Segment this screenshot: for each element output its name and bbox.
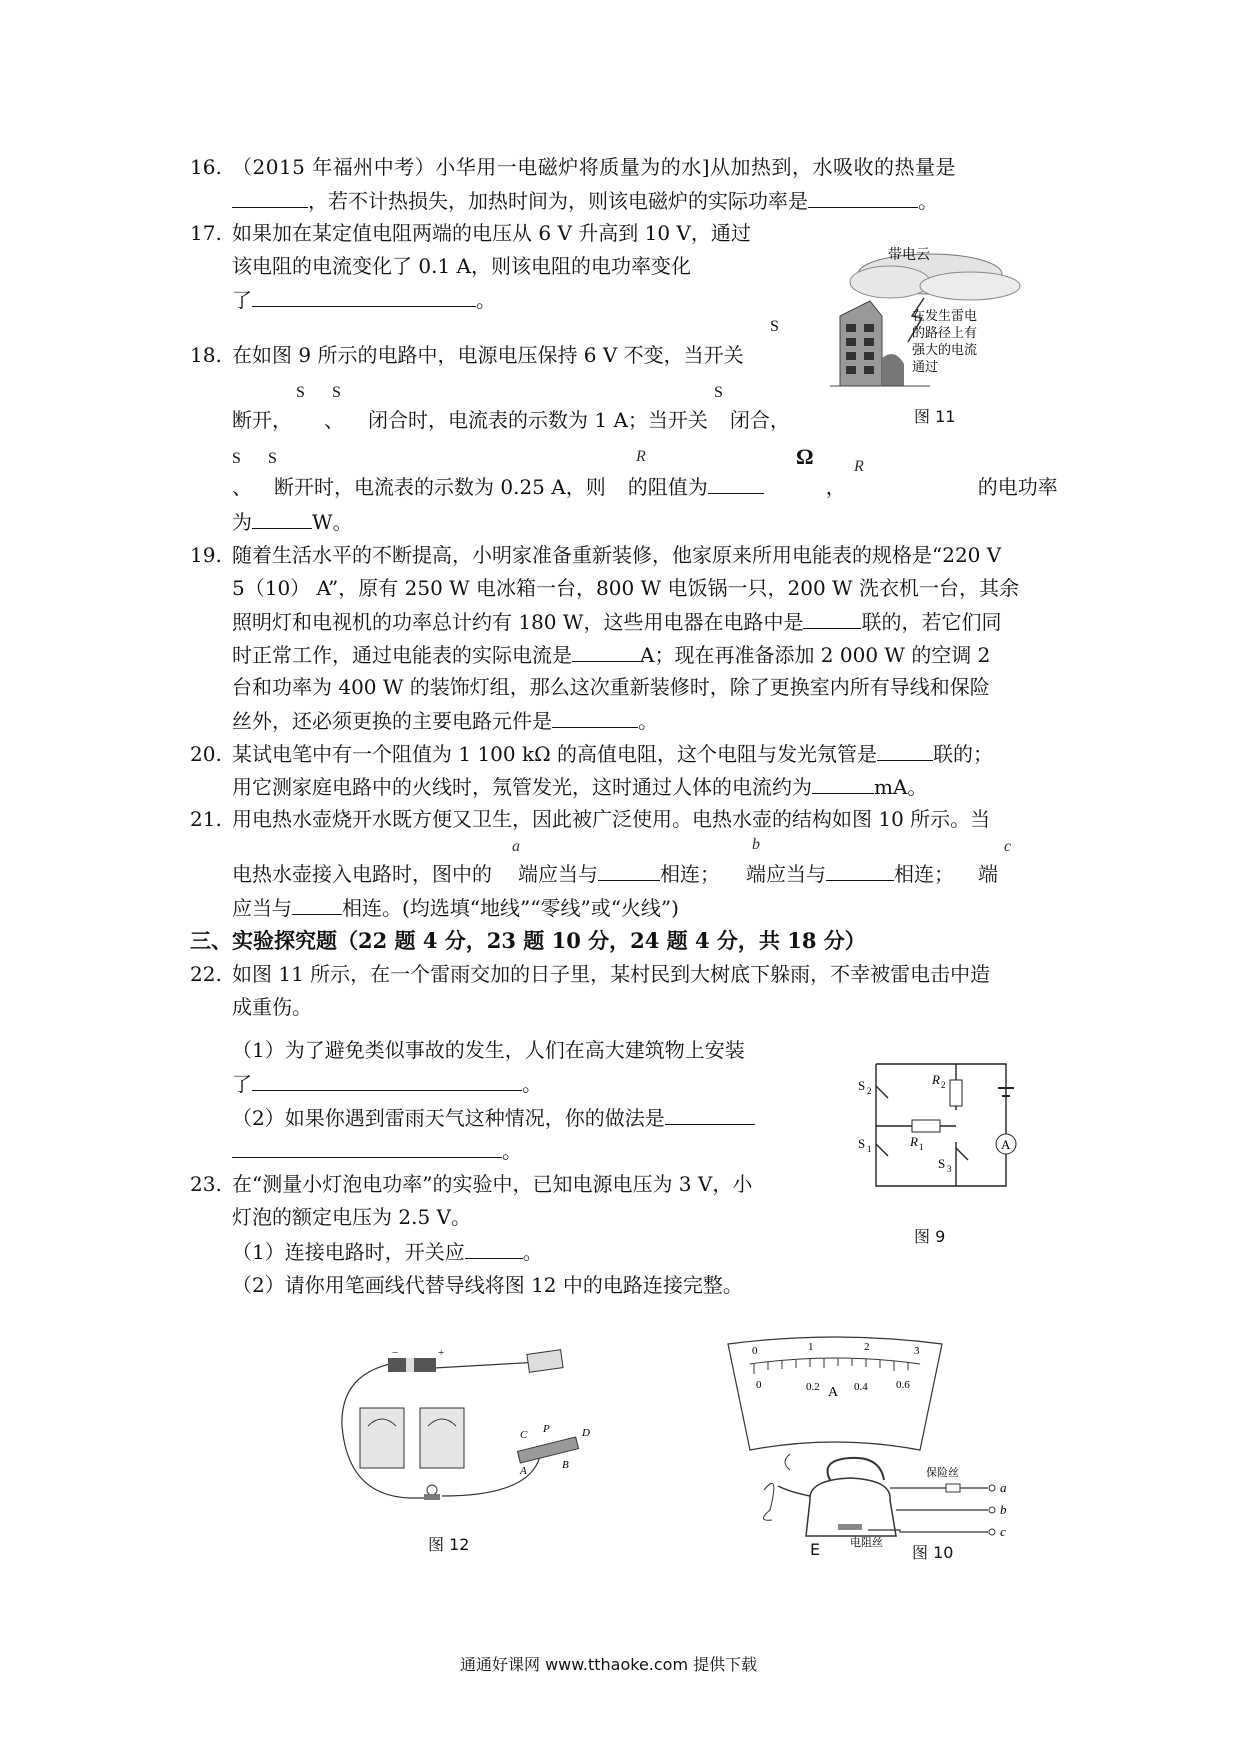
q21-line3 <box>232 894 679 921</box>
q18-line2 <box>232 407 790 433</box>
figure-11 <box>820 246 1050 400</box>
q18-line4 <box>232 508 353 535</box>
scale-top-label: 2 <box>864 1341 870 1353</box>
q18-number: 18. <box>190 343 222 367</box>
q20-line1 <box>190 740 993 767</box>
lightning-note <box>912 308 977 375</box>
label-resistor: R <box>910 1134 918 1149</box>
q21-text1: 用电热水壶烧开水既方便又卫生，因此被广泛使用。电热水壶的结构如图 10 所示。当 <box>232 807 991 831</box>
lamp-power-apparatus <box>330 1346 630 1516</box>
q17-pre: 了 <box>232 288 252 312</box>
q19-number: 19. <box>190 543 222 567</box>
q21-blank-b[interactable] <box>826 860 894 881</box>
q23-line2: 灯泡的额定电压为 2.5 V。 <box>232 1205 471 1229</box>
q22-end1: 。 <box>522 1072 542 1096</box>
lightning-note-line: 强大的电流 <box>912 343 978 358</box>
q21-text2e: 相连； <box>894 862 954 886</box>
q16-text: （2015 年福州中考）小华用一电磁炉将质量为的水]从加热到，水吸收的热量是 <box>232 155 957 179</box>
scale-bottom-label: 0.4 <box>854 1381 868 1393</box>
label-sub: 2 <box>941 1080 946 1090</box>
label-switch: S <box>858 1078 866 1093</box>
q21-text3a: 应当与 <box>232 896 292 920</box>
fuse-label: 保险丝 <box>926 1466 959 1479</box>
figure-12 <box>330 1346 630 1520</box>
label-D: D <box>582 1427 590 1439</box>
q19-text4b: A；现在再准备添加 2 000 W 的空调 2 <box>640 643 991 667</box>
q18-text3d: ， <box>825 475 846 499</box>
q18-text3a: 、 <box>232 475 252 499</box>
q18-switch-symbol: S <box>770 318 779 335</box>
q19-line5: 台和功率为 400 W 的装饰灯组，那么这次重新装修时，除了更换室内所有导线和保险 <box>232 675 990 699</box>
q20-number: 20. <box>190 742 222 766</box>
q17-line2: 该电阻的电流变化了 0.1 A，则该电阻的电功率变化 <box>232 254 691 278</box>
q18-text3e: 的电功率 <box>977 475 1058 499</box>
q19-text4a: 时正常工作，通过电能表的实际电流是 <box>232 643 572 667</box>
q18-line1 <box>190 342 744 368</box>
q18-blank-resistance[interactable] <box>708 473 764 494</box>
label-sub: 2 <box>867 1086 872 1096</box>
q18-switch-symbol: S <box>268 450 277 467</box>
q18-text3b: 断开时，电流表的示数为 0.25 A，则 <box>274 475 606 499</box>
q18-text3c: 的阻值为 <box>627 475 708 499</box>
q19-line3 <box>232 608 1001 635</box>
q16-blank-power[interactable] <box>808 187 918 208</box>
q18-resistor-symbol: R <box>636 448 646 465</box>
q18-resistor-symbol: R <box>854 458 864 475</box>
q19-text3a: 照明灯和电视机的功率总计约有 180 W，这些用电器在电路中是 <box>232 610 804 634</box>
label-P: P <box>543 1423 550 1435</box>
label-sub: 1 <box>867 1144 872 1154</box>
q19-blank-element[interactable] <box>552 707 638 728</box>
q18-text2a: 断开， <box>232 408 292 432</box>
q22-part2-line2 <box>232 1137 522 1164</box>
q22-line1 <box>190 961 990 987</box>
q22-line2: 成重伤。 <box>232 995 312 1019</box>
q16-line2 <box>232 187 938 214</box>
q19-text1: 随着生活水平的不断提高，小明家准备重新装修，他家原来所用电能表的规格是“220 V <box>232 543 1002 567</box>
q18-blank-power[interactable] <box>252 508 312 529</box>
q21-text2f: 端 <box>978 862 998 886</box>
label-switch: S <box>938 1156 946 1171</box>
q22-blank-1[interactable] <box>252 1070 522 1091</box>
q21-text3b: 相连。(均选填“地线”“零线”或“火线”) <box>342 896 679 920</box>
label-B: B <box>562 1459 569 1471</box>
q18-text2b: 、 <box>324 408 344 432</box>
q22-part1-line2 <box>232 1070 542 1097</box>
label-switch: S <box>858 1136 866 1151</box>
figure-9 <box>846 1046 1036 1200</box>
label-sub: 1 <box>919 1142 924 1152</box>
terminal-c: c <box>1000 1524 1006 1539</box>
q17-end: 。 <box>476 288 496 312</box>
scale-unit: A <box>828 1385 839 1400</box>
scale-top-label: 1 <box>808 1341 814 1353</box>
figure-12-caption: 图 12 <box>428 1535 470 1554</box>
q18-switch-symbol: S <box>232 450 241 467</box>
q17-text1: 如果加在某定值电阻两端的电压从 6 V 升高到 10 V，通过 <box>232 221 751 245</box>
q18-ohm-symbol: Ω <box>796 444 814 469</box>
label-A: A <box>520 1465 527 1477</box>
q20-blank-connection[interactable] <box>877 740 933 761</box>
label-ammeter: A <box>1001 1137 1011 1152</box>
q22-part2 <box>232 1104 755 1131</box>
q22-text-p2: （2）如果你遇到雷雨天气这种情况，你的做法是 <box>232 1106 665 1130</box>
scale-top-label: 0 <box>752 1345 758 1357</box>
q19-line6 <box>232 707 658 734</box>
scale-bottom-label: 0.2 <box>806 1381 820 1393</box>
q22-end2: 。 <box>502 1139 522 1163</box>
q17-number: 17. <box>190 221 222 245</box>
label-C: C <box>520 1429 528 1441</box>
q23-part2: （2）请你用笔画线代替导线将图 12 中的电路连接完整。 <box>232 1273 743 1297</box>
label-positive: + <box>438 1347 445 1359</box>
q18-line3 <box>232 473 1058 500</box>
q16-end: 。 <box>918 189 938 213</box>
q16-line1 <box>190 154 956 180</box>
q22-number: 22. <box>190 962 222 986</box>
lightning-note-line: 在发生雷电 <box>912 309 978 324</box>
stray-mark: E <box>810 1540 821 1559</box>
q20-blank-current[interactable] <box>812 773 874 794</box>
label-negative: − <box>392 1347 399 1359</box>
heater-label: 电阻丝 <box>850 1536 883 1549</box>
scale-bottom-label: 0 <box>756 1379 762 1391</box>
q19-blank-connection[interactable] <box>803 608 861 629</box>
q16-text2: ，若不计热损失，加热时间为，则该电磁炉的实际功率是 <box>308 189 808 213</box>
q23-text1: 在“测量小灯泡电功率”的实验中，已知电源电压为 3 V，小 <box>232 1172 753 1196</box>
q21-text2c: 相连； <box>660 862 720 886</box>
q17-line3 <box>232 286 496 313</box>
q20-text1b: 联的； <box>933 742 994 766</box>
q21-text2a: 电热水壶接入电路时，图中的 <box>232 862 492 886</box>
scale-top-label: 3 <box>914 1345 920 1357</box>
q19-line2: 5（10） A”，原有 250 W 电冰箱一台，800 W 电饭锅一只，200 W 洗衣机一台，其余 <box>232 576 1019 600</box>
q21-line2 <box>232 860 998 887</box>
q23-end1: 。 <box>522 1240 543 1264</box>
electric-kettle-illustration <box>750 1440 1010 1550</box>
label-resistor: R <box>932 1072 940 1087</box>
q20-text1a: 某试电笔中有一个阻值为 1 100 kΩ 的高值电阻，这个电阻与发光氖管是 <box>232 742 878 766</box>
lightning-note-line: 的路径上有 <box>912 326 978 341</box>
lightning-note-line: 通过 <box>912 360 939 375</box>
q22-pre: 了 <box>232 1072 252 1096</box>
q18-text1: 在如图 9 所示的电路中，电源电压保持 6 V 不变，当开关 <box>232 343 744 367</box>
section3-title: 三、实验探究题（22 题 4 分，23 题 10 分，24 题 4 分，共 18 分） <box>190 928 866 953</box>
figure-10-caption: 图 10 <box>912 1543 954 1562</box>
q23-blank-switch[interactable] <box>465 1238 523 1259</box>
figure-9-caption: 图 9 <box>914 1227 946 1246</box>
q20-text2a: 用它测家庭电路中的火线时，氖管发光，这时通过人体的电流约为 <box>232 775 812 799</box>
q21-line1 <box>190 806 990 832</box>
q19-line4 <box>232 641 990 668</box>
q18-text2c: 闭合时，电流表的示数为 1 A；当开关 <box>368 408 708 432</box>
q22-blank-2b[interactable] <box>232 1137 502 1158</box>
q21-text2d: 端应当与 <box>746 862 826 886</box>
q18-switch-symbol: S <box>332 384 341 401</box>
q22-blank-2a[interactable] <box>665 1104 755 1125</box>
page-footer: 通通好课网 www.tthaoke.com 提供下载 <box>460 1655 758 1674</box>
q22-text1: 如图 11 所示，在一个雷雨交加的日子里，某村民到大树底下躲雨，不幸被雷电击中造 <box>232 962 991 986</box>
q18-text2d: 闭合， <box>729 408 790 432</box>
q21-number: 21. <box>190 807 222 831</box>
label-sub: 3 <box>947 1164 952 1174</box>
terminal-labels <box>1000 1480 1007 1539</box>
figure-10 <box>750 1440 1010 1554</box>
q19-text3b: 联的，若它们同 <box>861 610 1002 634</box>
q19-text6b: 。 <box>638 709 658 733</box>
q21-blank-a[interactable] <box>598 860 660 881</box>
q18-switch-symbol: S <box>296 384 305 401</box>
q16-number: 16. <box>190 155 222 179</box>
q18-switch-symbol: S <box>714 384 723 401</box>
q19-text6a: 丝外，还必须更换的主要电路元件是 <box>232 709 552 733</box>
q21-terminal-a: a <box>512 838 520 855</box>
q23-part1 <box>232 1238 543 1265</box>
q21-blank-c[interactable] <box>292 894 342 915</box>
q20-line2 <box>232 773 927 800</box>
q21-text2b: 端应当与 <box>518 862 598 886</box>
q17-blank[interactable] <box>252 286 476 307</box>
q23-text-p1: （1）连接电路时，开关应 <box>232 1240 465 1264</box>
q21-terminal-c: c <box>1004 838 1012 855</box>
scale-bottom-label: 0.6 <box>896 1379 910 1391</box>
terminal-b: b <box>1000 1502 1007 1517</box>
figure-11-caption: 图 11 <box>914 407 956 426</box>
q22-part1: （1）为了避免类似事故的发生，人们在高大建筑物上安装 <box>232 1038 745 1062</box>
q16-blank-heat[interactable] <box>232 187 308 208</box>
cloud-label: 带电云 <box>888 247 930 263</box>
q20-text2b: mA。 <box>874 775 928 799</box>
q18-pre4: 为 <box>232 510 252 534</box>
q21-terminal-b: b <box>752 836 760 853</box>
q23-line1 <box>190 1171 752 1197</box>
circuit-diagram <box>846 1046 1036 1196</box>
q19-blank-current[interactable] <box>572 641 640 662</box>
q23-number: 23. <box>190 1172 222 1196</box>
q19-line1 <box>190 542 1001 568</box>
q18-end4: W。 <box>312 510 353 534</box>
q17-line1 <box>190 220 751 246</box>
terminal-a: a <box>1000 1480 1007 1495</box>
lightning-building-illustration <box>820 246 1050 396</box>
